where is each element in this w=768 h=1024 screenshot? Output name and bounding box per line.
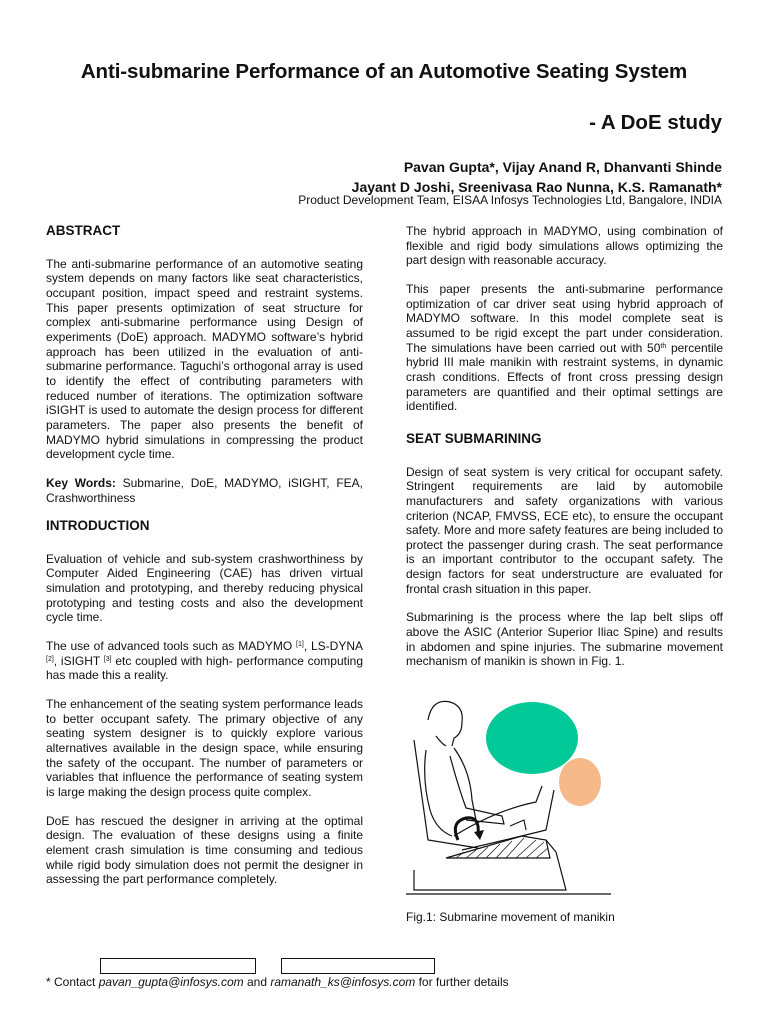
seat-back-outline: [414, 740, 478, 848]
large-green-circle: [486, 702, 578, 774]
abstract-heading: ABSTRACT: [46, 223, 121, 238]
arrow-head: [474, 830, 484, 840]
footnote-suffix: for further details: [415, 975, 509, 989]
email-link-2[interactable]: ramanath_ks@infosys.com: [270, 975, 416, 989]
intro-paragraph-4: DoE has rescued the designer in arriving at the optimal design. The evaluation of these designs using a finite element crash simulation is time consuming and tedious while rigid body simulation does not permit the designer in assessing the part performance completely.: [46, 813, 363, 887]
intro-paragraph-1: Evaluation of vehicle and sub-system crashworthiness by Computer Aided Engineering (CAE) has driven virtual simulation and prototyping, and thereby reducing physical prototyping and testing costs and also the development cycle time.: [46, 551, 363, 625]
seat-cushion: [446, 836, 550, 858]
intro-paragraph-6: [406, 282, 723, 414]
manikin-figure: [406, 690, 611, 898]
intro-p2-text-d: etc coupled with high- performance computing has made this a reality.: [46, 653, 363, 683]
lap-belt: [510, 820, 526, 830]
redaction-box-2: [281, 958, 435, 974]
left-column: [46, 224, 363, 887]
introduction-heading: INTRODUCTION: [46, 518, 150, 534]
redaction-box-1: [100, 958, 256, 974]
right-column: [406, 224, 723, 669]
footnote-and: and: [243, 975, 271, 989]
manikin-jaw: [436, 736, 446, 746]
seat-paragraph-2: Submarining is the process where the lap belt slips off above the ASIC (Anterior Superior Iliac Spine) and results in abdomen and spine injuries. The submarine movement mechanism of manikin is shown in Fig. 1.: [406, 610, 723, 669]
keywords: [46, 476, 363, 505]
affiliation: Product Development Team, EISAA Infosys Technologies Ltd, Bangalore, INDIA: [298, 193, 722, 207]
small-orange-circle: [559, 758, 601, 806]
author-list: [352, 157, 722, 197]
author-line-2: Jayant D Joshi, Sreenivasa Rao Nunna, K.S. Ramanath*: [351, 179, 722, 195]
contact-footnote: [46, 975, 509, 989]
paper-subtitle: - A DoE study: [589, 111, 722, 134]
intro-p6-text-a: This paper presents the anti-submarine performance optimization of car driver seat using hybrid approach of MADYMO software. In this model complete seat is assumed to be rigid except the part under consideration. The simulations have been carried out with 50: [406, 281, 723, 355]
seat-paragraph-1: Design of seat system is very critical for occupant safety. Stringent requirements are laid by automobile manufacturers and safety organizations with various criterion (NCAP, FMVSS, ECE etc), to ensure the occupant safety. More and more safety features are being included to protect the passenger during crash. The seat performance is an important contributor to the occupant safety. The design factors for seat understructure are evaluated for frontal crash situation in this paper.: [406, 464, 723, 596]
intro-paragraph-3: The enhancement of the seating system performance leads to better occupant safety. The primary objective of any seating system designer is to quickly explore various alternatives available in the design space, while ensuring the safety of the occupant. The number of parameters or variables that influence the performance of seating system is large making the design process quite complex.: [46, 697, 363, 799]
figure-caption: Fig.1: Submarine movement of manikin: [406, 910, 615, 924]
citation-3: [3]: [103, 655, 112, 663]
intro-p6-text-b: percentile hybrid III male manikin with restraint systems, in dynamic crash conditions. Effects of front cross pressing design parameters are quantified and their optimal settings are identified.: [406, 340, 723, 414]
manikin-thigh: [454, 786, 542, 836]
intro-p2-text-b: , LS-DYNA: [303, 639, 363, 654]
intro-p2-text-c: , iSIGHT: [53, 653, 104, 668]
intro-paragraph-5: The hybrid approach in MADYMO, using combination of flexible and rigid body simulations allows optimizing the part design with reasonable accuracy.: [406, 224, 723, 268]
abstract-text: The anti-submarine performance of an automotive seating system depends on many factors like seat characteristics, occupant position, impact speed and restraint systems. This paper presents optimization of seat structure for complex anti-submarine performance using Design of experiments (DoE) approach. MADYMO software’s hybrid approach has been utilized in the evaluation of anti-submarine performance. Taguchi’s orthogonal array is used to identify the effect of contributing parameters with reduced number of iterations. The optimization software iSIGHT is used to automate the design process for different parameters. The paper also presents the benefit of MADYMO hybrid simulations in compressing the product development cycle time.: [46, 256, 363, 462]
seat-submarining-heading: SEAT SUBMARINING: [406, 430, 542, 446]
manikin-back: [425, 750, 452, 836]
keywords-text: Submarine, DoE, MADYMO, iSIGHT, FEA, Crashworthiness: [46, 475, 363, 505]
citation-1: [1]: [296, 641, 304, 649]
seat-frame: [414, 840, 566, 890]
keywords-label: Key Words:: [46, 475, 116, 490]
citation-2: [2]: [46, 655, 54, 663]
footnote-prefix: * Contact: [46, 975, 99, 989]
intro-p2-text-a: The use of advanced tools such as MADYMO: [46, 639, 297, 654]
intro-paragraph-2: [46, 639, 363, 683]
manikin-head: [428, 701, 462, 746]
percentile-superscript: th: [660, 342, 667, 350]
paper-title: Anti-submarine Performance of an Automotive Seating System: [80, 60, 688, 83]
email-link-1[interactable]: pavan_gupta@infosys.com: [98, 975, 244, 989]
author-line-1: Pavan Gupta*, Vijay Anand R, Dhanvanti Shinde: [403, 159, 722, 175]
